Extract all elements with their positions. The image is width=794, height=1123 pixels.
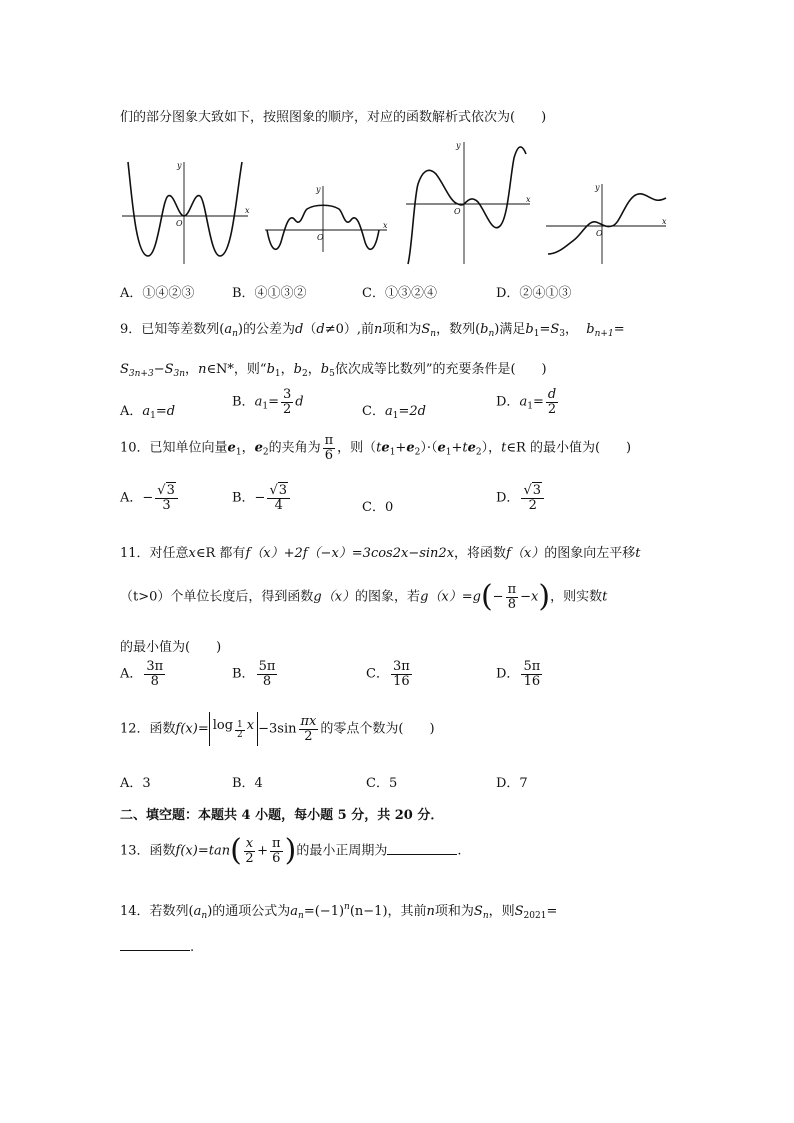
q11-option-d[interactable]: D． $\frac{5\pi}{16}$	[496, 659, 541, 689]
graph-3-y-label: y	[456, 141, 461, 150]
graph-2-o-label: O	[317, 233, 324, 242]
graph-4-o-label: O	[596, 229, 603, 238]
graph-3-x-label: x	[526, 195, 531, 204]
q12-option-d[interactable]: D．7	[496, 776, 528, 791]
q10-option-a[interactable]: A．− $\frac{√3}{3}$	[120, 484, 180, 512]
section-2-heading: 二、填空题：本题共 4 小题，每小题 5 分，共 20 分．	[120, 808, 444, 823]
q11-line-2: （t>0）个单位长度后，得到函数g（x）的图象，若g（x）=g(− $\frac{\pi}{8}$ −x)，则实数t	[120, 579, 608, 614]
q10-stem: 10．已知单位向量$e_1$，$e_2$的夹角为 $\frac{\pi}{6}$ ，则$(te_1+e_2)\cdot(e_1+te_2)$，t∈R 的最小值为( )	[120, 433, 632, 463]
q12-option-c[interactable]: C．5	[366, 776, 398, 791]
graph-1-x-label: x	[245, 206, 250, 215]
q9-line-1: 9．已知等差数列$(a_n)$的公差为d（d≠0）,前n项和为$S_n$，数列$(b_n)$满足$b_1=S_3$， $b_{n+1}=$	[120, 322, 625, 339]
q9-line-2: $S_{3n+3}-S_{3n}$，n∈N*，则“$b_1$，$b_2$，$b_5$依次成等比数列”的充要条件是( )	[120, 362, 547, 379]
q10-option-b[interactable]: B．− $\frac{√3}{4}$	[232, 484, 292, 512]
q12-option-a[interactable]: A．3	[120, 776, 151, 791]
q9-option-a[interactable]: A．$a_1=d$	[120, 404, 176, 421]
graph-1-y-label: y	[177, 161, 182, 170]
graph-2	[263, 182, 391, 254]
graph-2-x-label: x	[383, 221, 388, 230]
q8-option-d[interactable]: D．②④①③	[496, 286, 572, 301]
q8-option-a[interactable]: A．①④②③	[120, 286, 195, 301]
graph-4-x-label: x	[662, 217, 667, 226]
graph-4	[544, 180, 670, 266]
q10-option-d[interactable]: D． $\frac{√3}{2}$	[496, 484, 546, 512]
q14-answer-blank[interactable]	[120, 938, 190, 951]
q9-option-c[interactable]: C．$a_1=2d$	[362, 404, 426, 421]
graph-3-o-label: O	[454, 207, 461, 216]
q13-stem: 13．函数f(x)=tan( $\frac{x}{2}$ + $\frac{\pi}{6}$ )的最小正周期为 .	[120, 833, 462, 868]
q9-option-d[interactable]: D．$a_1=$ $\frac{d}{2}$	[496, 387, 557, 417]
q12-option-b[interactable]: B．4	[232, 776, 263, 791]
graph-1	[118, 158, 253, 266]
q9-option-b[interactable]: B．$a_1=$ $\frac{3}{2}$ d	[232, 387, 304, 417]
graph-3	[404, 138, 534, 266]
q11-line-1: 11．对任意x∈R 都有f（x）+2f（−x）=3cos2x−sin2x，将函数f（x）的图象向左平移t	[120, 546, 641, 561]
graph-2-y-label: y	[316, 185, 321, 194]
q11-option-a[interactable]: A． $\frac{3\pi}{8}$	[120, 659, 164, 689]
graph-4-y-label: y	[595, 183, 600, 192]
q8-stem: 们的部分图象大致如下，按照图象的顺序，对应的函数解析式依次为( )	[120, 110, 547, 125]
graph-1-o-label: O	[176, 219, 183, 228]
q11-line-3: 的最小值为( )	[120, 640, 222, 655]
q8-option-c[interactable]: C．①③②④	[362, 286, 437, 301]
q11-option-c[interactable]: C． $\frac{3\pi}{16}$	[366, 659, 410, 689]
q10-option-c[interactable]: C．0	[362, 500, 394, 515]
q8-option-b[interactable]: B．④①③②	[232, 286, 307, 301]
q14-line-2: .	[120, 938, 194, 955]
q11-option-b[interactable]: B． $\frac{5\pi}{8}$	[232, 659, 276, 689]
q12-stem: 12．函数f(x)= log $\frac{1}{2}$ x −3sin $\frac{\pi x}{2}$ 的零点个数为( )	[120, 712, 435, 746]
q14-line-1: 14．若数列$(a_n)$的通项公式为$a_n=(-1)^n(n-1)$，其前n项和为$S_n$，则$S_{2021}=$	[120, 902, 558, 921]
q13-answer-blank[interactable]	[387, 842, 457, 855]
